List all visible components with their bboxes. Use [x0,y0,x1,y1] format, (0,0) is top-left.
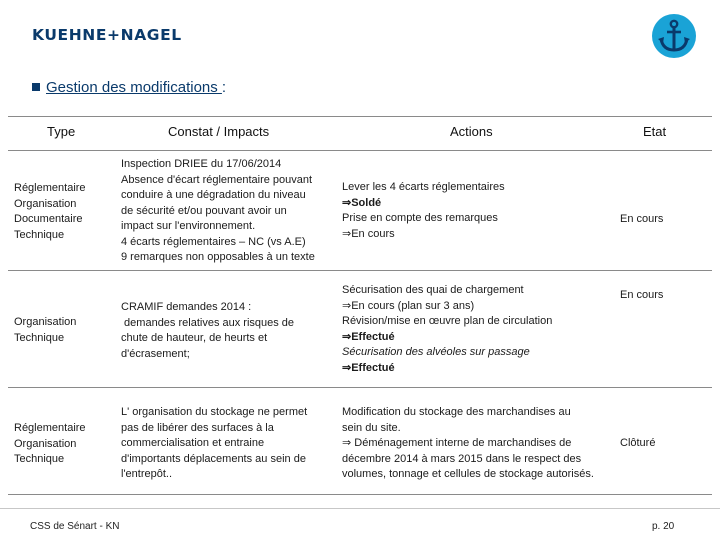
table-bottom-border [8,494,712,495]
footer-divider [0,508,720,509]
row3-constat: L' organisation du stockage ne permet pas de libérer des surfaces à la commercialisation et entraine d'importants déplacements au sein de l'entrepôt.. [121,406,308,480]
row1-constat: Inspection DRIEE du 17/06/2014 Absence d'écart réglementaire pouvant conduire à une dégradation du niveau de sécurité et/ou pouvant avoir un impact sur l'environnement. 4 écarts réglementaires – NC (vs A.E) 9 remarques non opposables à un texte [121,158,315,263]
anchor-icon [650,12,698,60]
header-actions: Actions [450,124,493,139]
footer-source: CSS de Sénart - KN [30,521,120,532]
row-divider [8,270,712,271]
page-title: Gestion des modifications : [32,79,226,96]
row-divider [8,387,712,388]
row2-type: Organisation Technique [14,316,77,344]
row2-etat: En cours [620,289,664,301]
page-number: p. 20 [652,521,675,532]
row1-actions: Lever les 4 écarts réglementaires ⇒Soldé Prise en compte des remarques ⇒En cours [342,181,505,240]
row1-etat: En cours [620,213,664,225]
logo: KUEHNE+NAGEL [32,26,182,44]
header-divider [8,150,712,151]
row2-constat: CRAMIF demandes 2014 : demandes relatives aux risques de chute de hauteur, de heurts et d'écrasement; [121,301,295,360]
row3-type: Réglementaire Organisation Technique [14,422,86,465]
header-type: Type [47,124,76,139]
header-constat: Constat / Impacts [168,124,270,139]
row2-actions: Sécurisation des quai de chargement ⇒En cours (plan sur 3 ans) Révision/mise en œuvre plan de circulation ⇒Effectué Sécurisation des alvéoles sur passage ⇒Effectué [342,284,553,374]
bullet-icon [32,83,40,91]
row3-etat: Clôturé [620,437,656,449]
table-top-border [8,116,712,117]
header-etat: Etat [643,124,667,139]
row1-type: Réglementaire Organisation Documentaire Technique [14,182,86,241]
row3-actions: Modification du stockage des marchandises au sein du site. ⇒ Déménagement interne de marchandises de décembre 2014 à mars 2015 dans le respect des volumes, tonnage et cellules de stockage autorisés. [342,406,594,480]
